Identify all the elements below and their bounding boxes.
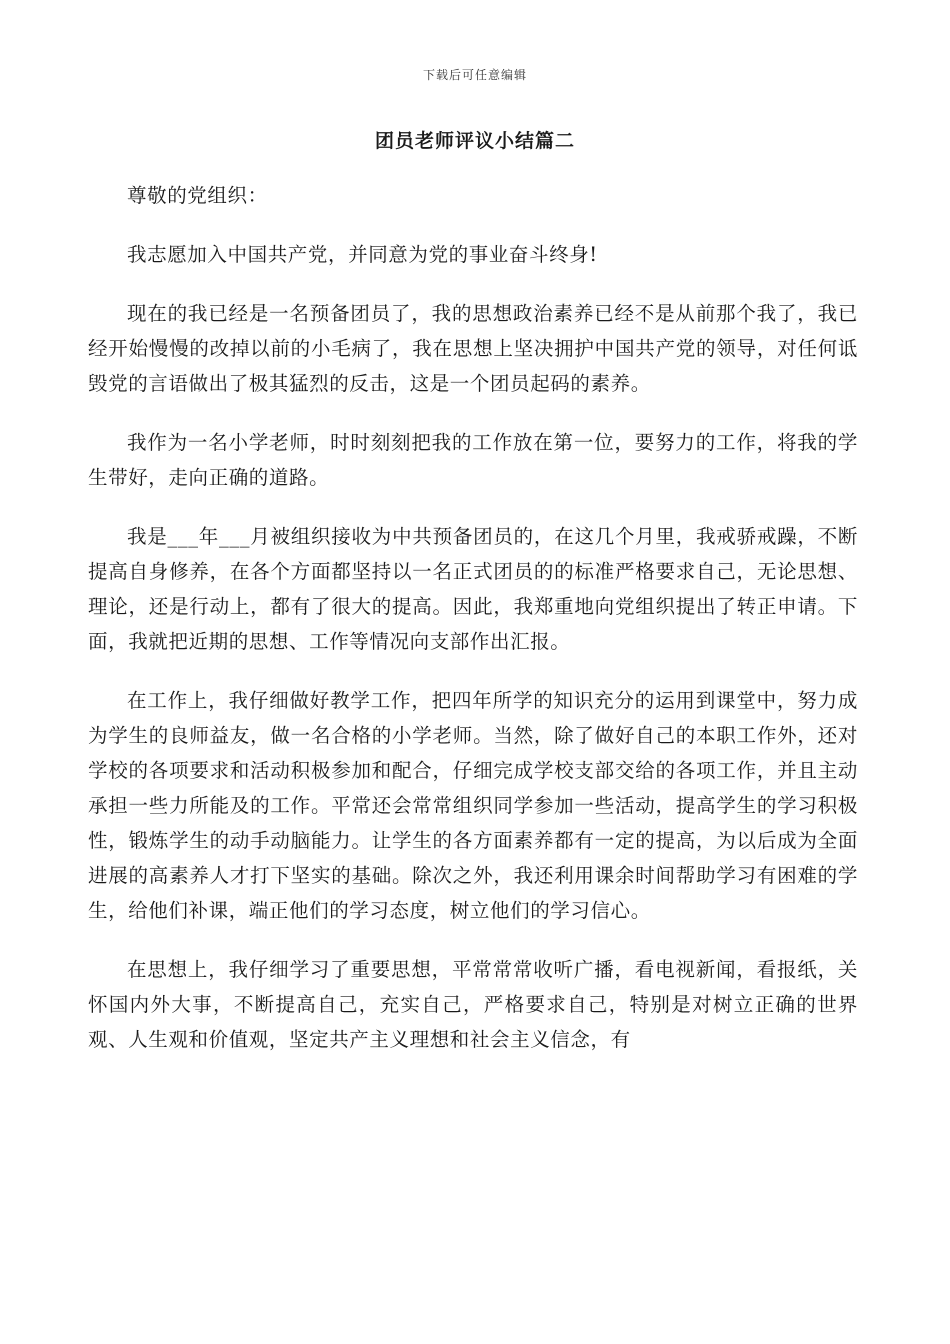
paragraph: 现在的我已经是一名预备团员了，我的思想政治素养已经不是从前那个我了，我已经开始慢慢的改掉以前的小毛病了，我在思想上坚决拥护中国共产党的领导，对任何诋毁党的言语做出了极其猛烈的反击，这是一个团员起码的素养。 bbox=[88, 302, 858, 395]
paragraph: 我作为一名小学老师，时时刻刻把我的工作放在第一位，要努力的工作，将我的学生带好，走向正确的道路。 bbox=[88, 431, 858, 489]
paragraph: 我是___年___月被组织接收为中共预备团员的，在这几个月里，我戒骄戒躁，不断提高自身修养，在各个方面都坚持以一名正式团员的的标准严格要求自己，无论思想、理论，还是行动上，都有了很大的提高。因此，我郑重地向党组织提出了转正申请。下面，我就把近期的思想、工作等情况向支部作出汇报。 bbox=[88, 525, 858, 653]
document-body bbox=[88, 178, 858, 1081]
paragraph: 在思想上，我仔细学习了重要思想，平常常常收听广播，看电视新闻，看报纸，关怀国内外大事，不断提高自己，充实自己，严格要求自己，特别是对树立正确的世界观、人生观和价值观，坚定共产主义理想和社会主义信念，有 bbox=[88, 958, 858, 1051]
document-title: 团员老师评议小结篇二 bbox=[374, 130, 575, 152]
header-note: 下载后可任意编辑 bbox=[422, 68, 527, 82]
salutation: 尊敬的党组织： bbox=[127, 184, 268, 207]
paragraph: 在工作上，我仔细做好教学工作，把四年所学的知识充分的运用到课堂中，努力成为学生的良师益友，做一名合格的小学老师。当然，除了做好自己的本职工作外，还对学校的各项要求和活动积极参加和配合，仔细完成学校支部交给的各项工作，并且主动承担一些力所能及的工作。平常还会常常组织同学参加一些活动，提高学生的学习积极性，锻炼学生的动手动脑能力。让学生的各方面素养都有一定的提高，为以后成为全面进展的高素养人才打下坚实的基础。除次之外，我还利用课余时间帮助学习有困难的学生，给他们补课，端正他们的学习态度，树立他们的学习信心。 bbox=[88, 689, 858, 922]
paragraph: 我志愿加入中国共产党，并同意为党的事业奋斗终身! bbox=[127, 243, 598, 266]
